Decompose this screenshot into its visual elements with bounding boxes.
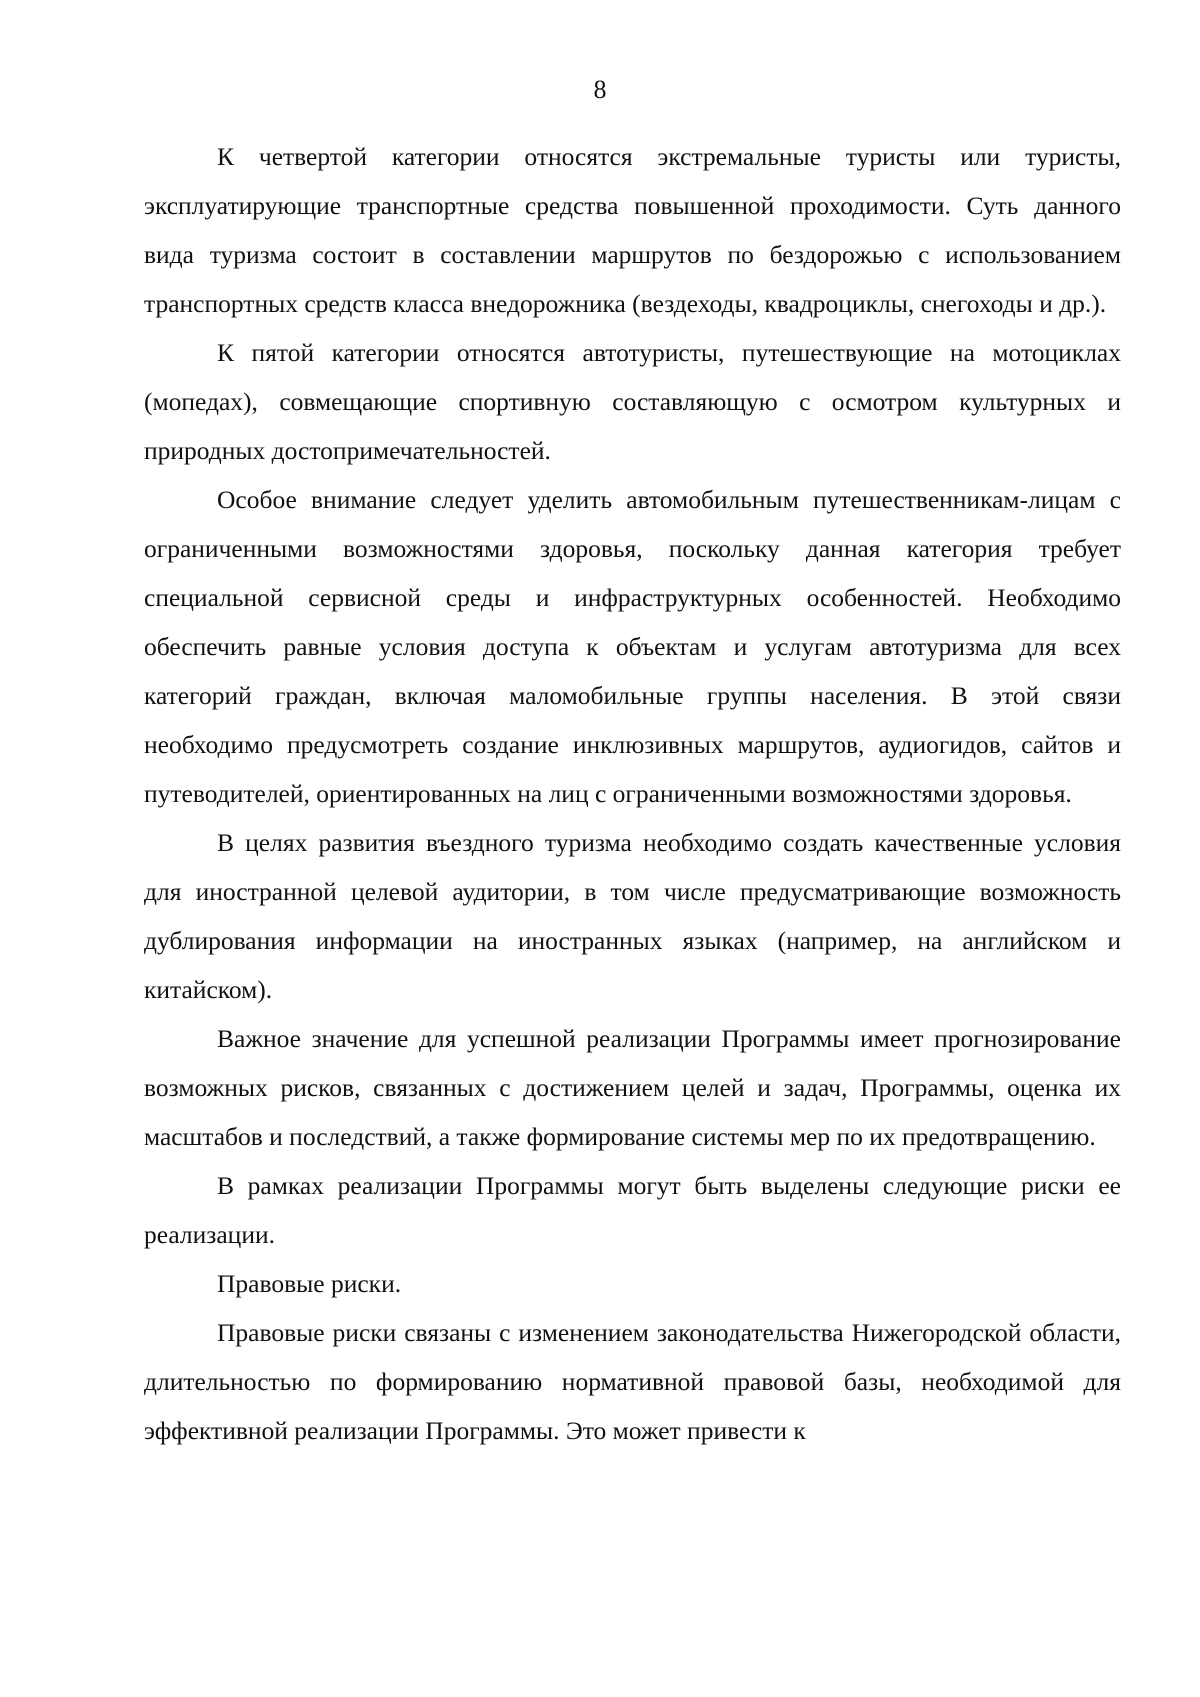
paragraph-legal-risks-heading: Правовые риски.: [217, 1269, 402, 1298]
paragraph-inbound-tourism: В целях развития въездного туризма необходимо создать качественные условия для иностранной целевой аудитории, в том числе предусматривающие возможность дублирования информации на иностранных языках (например, на английском и китайском).: [144, 828, 1121, 1004]
page-number: 8: [593, 75, 607, 104]
paragraph-legal-risks: Правовые риски связаны с изменением законодательства Нижегородской области, длительностью по формированию нормативной правовой базы, необходимой для эффективной реализации Программы. Это может привести к: [144, 1318, 1121, 1445]
paragraph-risk-forecasting: Важное значение для успешной реализации Программы имеет прогнозирование возможных рисков, связанных с достижением целей и задач, Программы, оценка их масштабов и последствий, а также формирование системы мер по их предотвращению.: [144, 1024, 1121, 1151]
paragraph-fourth-category: К четвертой категории относятся экстремальные туристы или туристы, эксплуатирующие транспортные средства повышенной проходимости. Суть данного вида туризма состоит в составлении маршрутов по бездорожью с использованием транспортных средств класса внедорожника (вездеходы, квадроциклы, снегоходы и др.).: [144, 142, 1121, 318]
paragraph-fifth-category: К пятой категории относятся автотуристы, путешествующие на мотоциклах (мопедах), совмещающие спортивную составляющую с осмотром культурных и природных достопримечательностей.: [144, 338, 1121, 465]
paragraph-accessibility: Особое внимание следует уделить автомобильным путешественникам-лицам с ограниченными возможностями здоровья, поскольку данная категория требует специальной сервисной среды и инфраструктурных особенностей. Необходимо обеспечить равные условия доступа к объектам и услугам автотуризма для всех категорий граждан, включая маломобильные группы населения. В этой связи необходимо предусмотреть создание инклюзивных маршрутов, аудиогидов, сайтов и путеводителей, ориентированных на лиц с ограниченными возможностями здоровья.: [144, 485, 1121, 808]
document-body: [144, 132, 1121, 1455]
paragraph-risks-intro: В рамках реализации Программы могут быть выделены следующие риски ее реализации.: [144, 1171, 1121, 1249]
